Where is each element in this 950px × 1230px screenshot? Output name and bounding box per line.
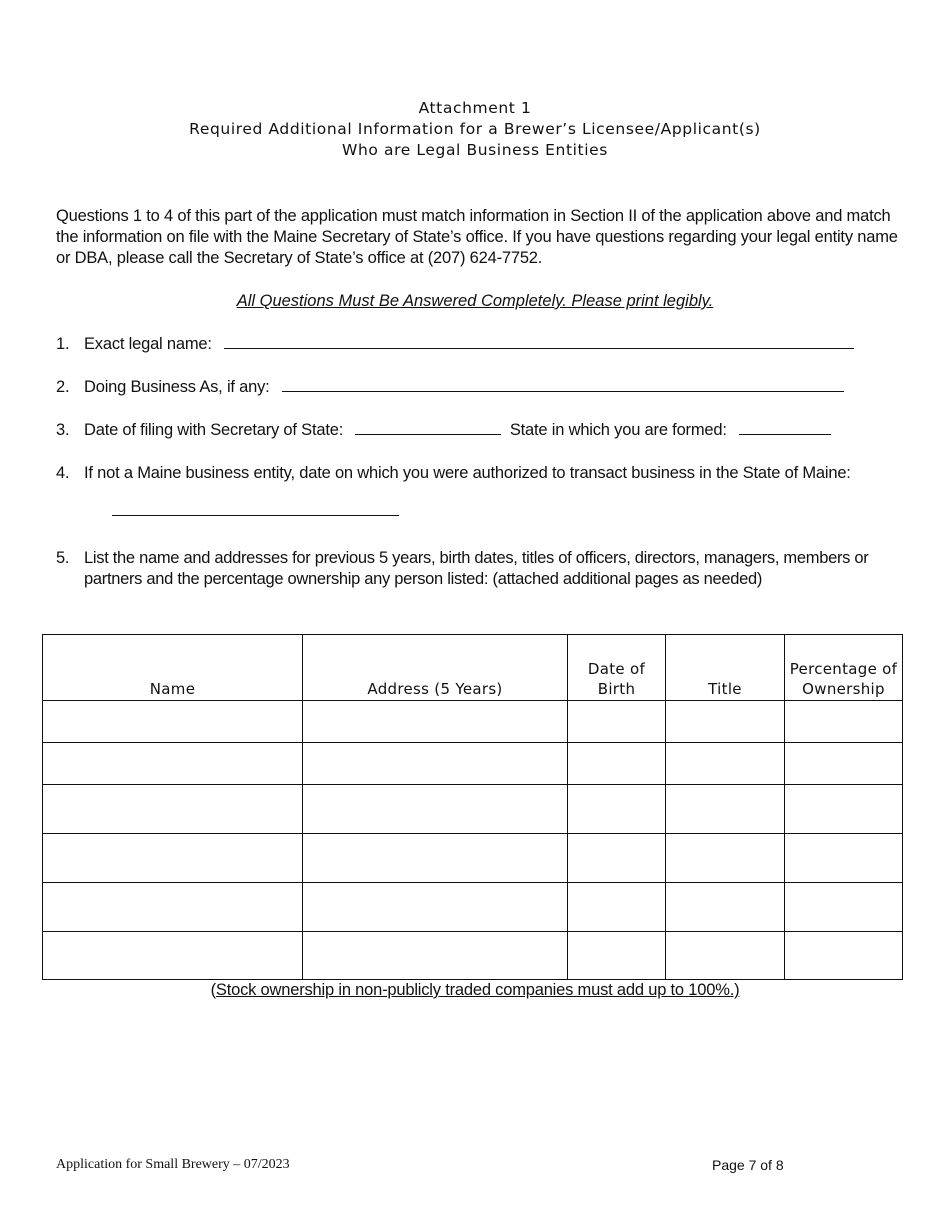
question-3-label-2: State in which you are formed: — [509, 421, 727, 439]
dba-field[interactable] — [282, 377, 844, 392]
question-2-label: Doing Business As, if any: — [84, 378, 270, 396]
table-cell[interactable] — [785, 785, 903, 834]
table-cell[interactable] — [43, 883, 303, 932]
footer-page-number: Page 7 of 8 — [712, 1157, 784, 1173]
table-cell[interactable] — [785, 834, 903, 883]
table-cell[interactable] — [303, 932, 568, 980]
question-4-answer — [112, 501, 399, 521]
question-2-number: 2. — [56, 378, 70, 396]
attachment-subtitle-2: Who are Legal Business Entities — [342, 141, 608, 159]
question-3-label: Date of filing with Secretary of State: — [84, 421, 344, 439]
table-cell[interactable] — [303, 701, 568, 743]
table-cell[interactable] — [785, 883, 903, 932]
column-header-address: Address (5 Years) — [303, 635, 568, 701]
table-row — [43, 883, 903, 932]
table-cell[interactable] — [785, 932, 903, 980]
question-4-label: If not a Maine business entity, date on which you were authorized to transact business in the State of Maine: — [84, 464, 851, 482]
intro-paragraph: Questions 1 to 4 of this part of the application must match information in Section II of the application above and match the information on file with the Maine Secretary of State’s office. If you have questions regarding your legal entity name or DBA, please call the Secretary of State’s office at (207) 624-7752. — [56, 207, 898, 267]
table-cell[interactable] — [568, 743, 666, 785]
table-cell[interactable] — [666, 701, 785, 743]
question-1-label: Exact legal name: — [84, 335, 212, 353]
table-cell[interactable] — [43, 785, 303, 834]
table-row — [43, 701, 903, 743]
question-2 — [56, 377, 844, 398]
table-cell[interactable] — [666, 932, 785, 980]
table-cell[interactable] — [43, 932, 303, 980]
table-cell[interactable] — [785, 701, 903, 743]
table-cell[interactable] — [785, 743, 903, 785]
table-cell[interactable] — [666, 883, 785, 932]
table-cell[interactable] — [43, 834, 303, 883]
table-row — [43, 932, 903, 980]
instructions-text: All Questions Must Be Answered Completely. Please print legibly. — [236, 292, 714, 310]
table-cell[interactable] — [568, 932, 666, 980]
table-cell[interactable] — [303, 785, 568, 834]
table-cell[interactable] — [666, 743, 785, 785]
table-cell[interactable] — [666, 834, 785, 883]
attachment-subtitle: Required Additional Information for a Brewer’s Licensee/Applicant(s) — [189, 120, 761, 138]
table-cell[interactable] — [43, 701, 303, 743]
table-cell[interactable] — [666, 785, 785, 834]
footer-document-title: Application for Small Brewery – 07/2023 — [56, 1157, 290, 1172]
column-header-title: Title — [666, 635, 785, 701]
column-header-date-of-birth: Date of Birth — [568, 635, 666, 701]
table-row — [43, 834, 903, 883]
question-5-label: List the name and addresses for previous 5 years, birth dates, titles of officers, directors, managers, members or partners and the percentage ownership any person listed: (attached additional pages as needed) — [84, 549, 869, 588]
column-header-percentage-ownership: Percentage of Ownership — [785, 635, 903, 701]
question-5 — [56, 548, 906, 590]
column-header-name: Name — [43, 635, 303, 701]
table-cell[interactable] — [568, 785, 666, 834]
instructions — [0, 291, 950, 312]
attachment-title: Attachment 1 — [418, 99, 532, 117]
legal-name-field[interactable] — [224, 334, 854, 349]
table-header-row — [43, 635, 903, 701]
table-cell[interactable] — [303, 743, 568, 785]
question-1 — [56, 334, 854, 355]
table-cell[interactable] — [568, 883, 666, 932]
table-row — [43, 743, 903, 785]
question-3 — [56, 420, 831, 441]
question-4-number: 4. — [56, 464, 70, 482]
ownership-note — [0, 980, 950, 1001]
question-5-number: 5. — [56, 549, 70, 567]
table-cell[interactable] — [43, 743, 303, 785]
ownership-note-text: Stock ownership in non-publicly traded companies must add up to 100%.) — [215, 981, 740, 999]
formation-state-field[interactable] — [739, 420, 831, 435]
question-3-number: 3. — [56, 421, 70, 439]
table-cell[interactable] — [303, 883, 568, 932]
filing-date-field[interactable] — [355, 420, 501, 435]
question-1-number: 1. — [56, 335, 70, 353]
question-4 — [56, 463, 851, 484]
table-row — [43, 785, 903, 834]
table-cell[interactable] — [568, 701, 666, 743]
attachment-header — [0, 98, 950, 161]
authorization-date-field[interactable] — [112, 501, 399, 516]
ownership-note-prefix: ( — [210, 981, 216, 999]
table-cell[interactable] — [568, 834, 666, 883]
table-cell[interactable] — [303, 834, 568, 883]
ownership-table — [42, 634, 903, 980]
